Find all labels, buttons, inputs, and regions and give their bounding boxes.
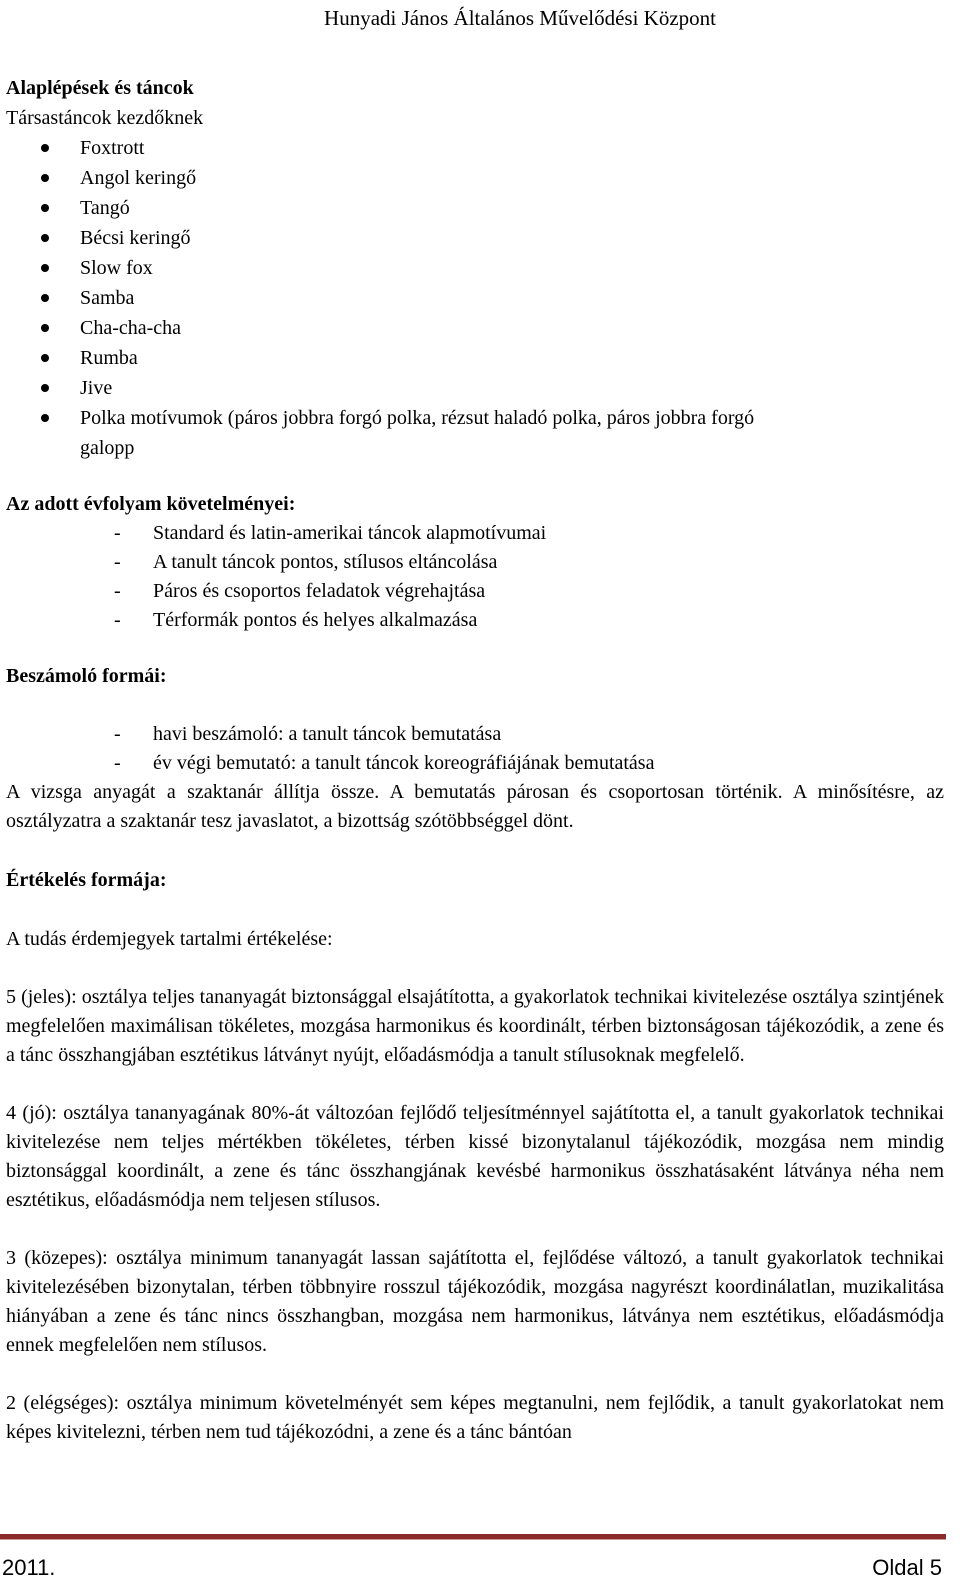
list-item-continuation: galopp xyxy=(80,437,135,459)
page-header: Hunyadi János Általános Művelődési Központ xyxy=(324,6,716,30)
dance-list xyxy=(6,133,944,463)
grade-paragraph-2: 2 (elégséges): osztálya minimum követelményét sem képes megtanulni, nem fejlődik, a tanult gyakorlatokat nem képes kivitelezni, térben nem tud tájékozódni, a zene és a tánc bántóan xyxy=(6,1392,944,1443)
list-item: Jive xyxy=(6,373,944,403)
list-item: - Standard és latin-amerikai táncok alapmotívumai xyxy=(114,522,547,544)
footer-divider xyxy=(0,1534,946,1540)
list-item: - év végi bemutató: a tanult táncok koreográfiájának bemutatása xyxy=(114,752,655,774)
list-item: - Térformák pontos és helyes alkalmazása xyxy=(114,609,478,631)
list-item: Slow fox xyxy=(6,253,944,283)
report-paragraph: A vizsga anyagát a szaktanár állítja össze. A bemutatás párosan és csoportosan történik. A minősítésre, az osztályzatra a szaktanár tesz javaslatot, a bizottság szótöbbséggel dönt. xyxy=(6,781,944,832)
list-item: Angol keringő xyxy=(6,163,944,193)
section-heading-report: Beszámoló formái: xyxy=(6,665,167,687)
list-item: Polka motívumok (páros jobbra forgó polka, rézsut haladó polka, páros jobbra forgó xyxy=(6,403,944,433)
bullet-icon xyxy=(41,144,49,152)
list-item: Foxtrott xyxy=(6,133,944,163)
bullet-icon xyxy=(41,384,49,392)
grade-paragraph-3: 3 (közepes): osztálya minimum tananyagát lassan sajátította el, fejlődése változó, a tanult gyakorlatok technikai kivitelezésében bizonytalan, térben többnyire rosszul tájékozódik, mozgása nagyrészt koordinálatlan, muzikalitása hiányában a zene és tánc nincs összhangban, mozgása nem harmonikus, látványa nem esztétikus, előadásmódja ennek megfelelően nem stílusos. xyxy=(6,1247,944,1356)
bullet-icon xyxy=(41,294,49,302)
footer-year: 2011. xyxy=(2,1555,56,1580)
document-body xyxy=(6,73,944,1447)
page-footer xyxy=(0,1548,946,1588)
page-number: Oldal 5 xyxy=(872,1555,942,1580)
bullet-icon xyxy=(41,264,49,272)
section-subheading: Társastáncok kezdőknek xyxy=(6,107,204,129)
list-item: - Páros és csoportos feladatok végrehajtása xyxy=(114,580,486,602)
grade-paragraph-5: 5 (jeles): osztálya teljes tananyagát biztonsággal elsajátította, a gyakorlatok technikai kivitelezése osztálya szintjének megfelelően maximálisan tökéletes, mozgása harmonikus és koordinált, térben biztonságosan tájékozódik, a zene és a tánc összhangjában esztétikus látványt nyújt, előadásmódja a tanult stílusoknak megfelelő. xyxy=(6,986,944,1066)
requirements-list xyxy=(6,519,944,635)
list-item: - havi beszámoló: a tanult táncok bemutatása xyxy=(114,723,502,745)
list-item: Bécsi keringő xyxy=(6,223,944,253)
list-item: - A tanult táncok pontos, stílusos eltáncolása xyxy=(114,551,498,573)
bullet-icon xyxy=(41,204,49,212)
section-heading-requirements: Az adott évfolyam követelményei: xyxy=(6,493,296,515)
section-heading-evaluation: Értékelés formája: xyxy=(6,869,167,891)
list-item: Samba xyxy=(6,283,944,313)
grade-paragraph-4: 4 (jó): osztálya tananyagának 80%-át változóan fejlődő teljesítménnyel sajátította el, a tanult gyakorlatok technikai kivitelezése nem teljes mértékben tökéletes, térben kissé bizonytalanul tájékozódik, mozgása nem mindig biztonsággal koordinált, a zene és tánc összhangjának kevésbé harmonikus összhatásaként látványa néha nem esztétikus, előadásmódja nem teljesen stílusos. xyxy=(6,1102,944,1211)
bullet-icon xyxy=(41,174,49,182)
list-item: Cha-cha-cha xyxy=(6,313,944,343)
bullet-icon xyxy=(41,324,49,332)
bullet-icon xyxy=(41,354,49,362)
section-heading-dances: Alaplépések és táncok xyxy=(6,77,194,99)
bullet-icon xyxy=(41,234,49,242)
list-item: Tangó xyxy=(6,193,944,223)
evaluation-intro: A tudás érdemjegyek tartalmi értékelése: xyxy=(6,928,333,950)
list-item: Rumba xyxy=(6,343,944,373)
bullet-icon xyxy=(41,414,49,422)
report-list xyxy=(6,720,944,778)
